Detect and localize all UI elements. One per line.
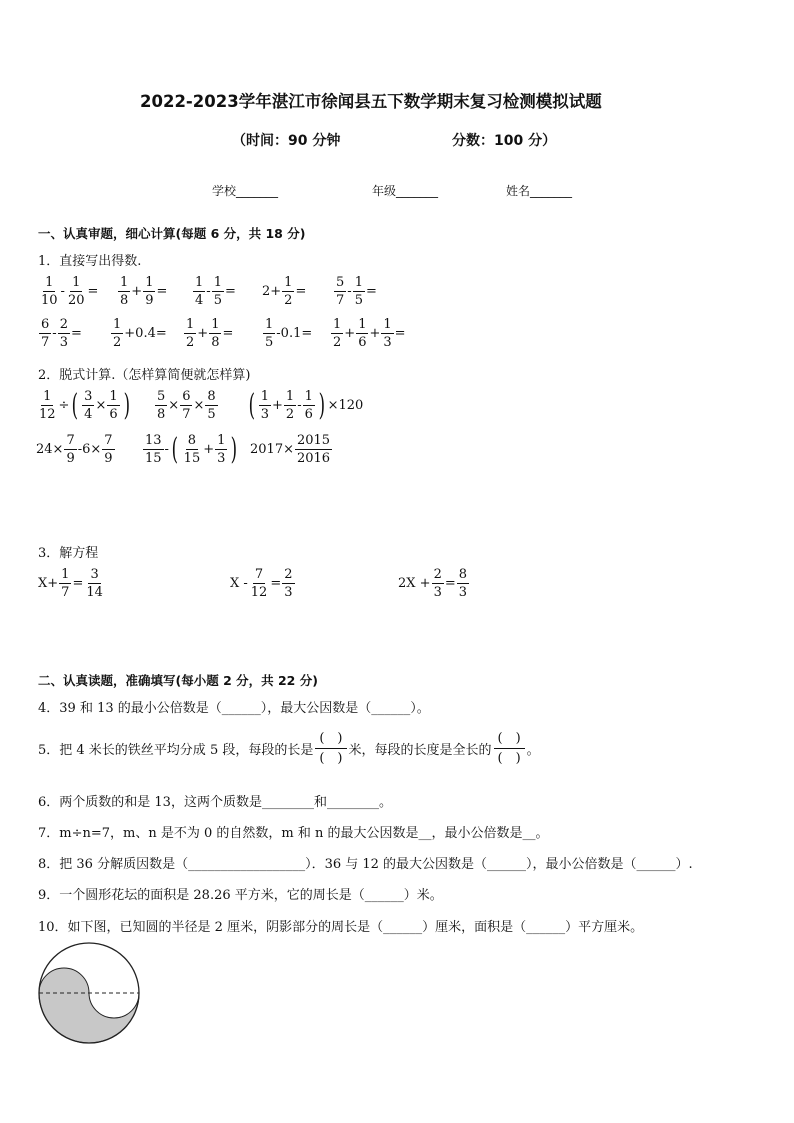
fraction: 6 7 — [41, 317, 50, 350]
fraction: $\frac{7}{12}$ — [250, 567, 268, 600]
fraction: 1 3 — [260, 389, 269, 422]
fraction: $\frac{2}{3}$ — [433, 567, 442, 600]
fraction: $\frac{7}{9}$ — [66, 433, 75, 466]
fraction: $\frac{8}{5}$ — [207, 389, 216, 422]
fraction: $\frac{1}{6}$ — [358, 317, 367, 350]
fraction: $\frac{1}{3}$ — [383, 317, 392, 350]
fraction: $\frac{1}{2}$ — [284, 275, 293, 308]
fraction: $\frac{1}{3}$ — [217, 433, 226, 466]
expr-2-1: $\frac{1}{12}$ ÷ ( $\frac{3}{4}$ × $\frac{1}{6}$ ) — [39, 387, 130, 423]
fraction: $\frac{7}{9}$ — [104, 433, 113, 466]
circle-diagram — [36, 940, 142, 1046]
fraction: $\frac{1}{9}$ — [145, 275, 154, 308]
expr-1-3: 1 4 - $\frac{1}{5}$ = — [195, 275, 236, 308]
fraction: $\frac{2}{3}$ — [284, 567, 293, 600]
expr-1-4: 2+ $\frac{1}{2}$ = — [262, 275, 307, 308]
blank-fraction: ( ) ( ) — [494, 732, 525, 765]
fraction: $\frac{6}{7}$ — [182, 389, 191, 422]
fraction: 1 8 — [120, 275, 129, 308]
fraction: $\frac{8}{3}$ — [458, 567, 468, 600]
question-6: 6．两个质数的和是 13，这两个质数是________和________。 — [38, 795, 392, 810]
expr-1-10: 1 2 + $\frac{1}{6}$ + $\frac{1}{3}$ = — [333, 317, 406, 350]
question-5: 5．把 4 米长的铁丝平均分成 5 段，每段的长是 ( ) ( ) 米，每段的长度是全长的 ( ) ( ) 。 — [38, 731, 540, 766]
shaded-region — [39, 968, 139, 1043]
expr-1-5: 5 7 - $\frac{1}{5}$ = — [336, 275, 377, 308]
section-1-heading: 一、认真审题，细心计算(每题 6 分，共 18 分) — [38, 226, 306, 241]
fraction: $\frac{2}{3}$ — [59, 317, 68, 350]
expr-1-6: 6 7 - $\frac{2}{3}$ = — [41, 317, 82, 350]
fraction: $\frac{2015}{2016}$ — [296, 433, 331, 466]
fraction: $\frac{1}{20}$ — [67, 275, 85, 308]
expr-2-5: 13 15 - ( 8 15 + $\frac{1}{3}$ ) — [145, 431, 238, 467]
fraction: $\frac{1}{2}$ — [285, 389, 295, 422]
equation-1: X+ $\frac{1}{7}$ = $\frac{3}{14}$ — [38, 567, 103, 600]
grade-field: 年级_______ — [372, 184, 439, 198]
expr-1-1: 1 10 - $\frac{1}{20}$ = — [41, 275, 99, 308]
fraction: $\frac{1}{5}$ — [213, 275, 222, 308]
fraction: $\frac{3}{4}$ — [84, 389, 93, 422]
name-field: 姓名_______ — [506, 184, 573, 198]
expr-2-4: 24× $\frac{7}{9}$ -6× $\frac{7}{9}$ — [36, 433, 113, 466]
question-7: 7．m÷n=7，m、n 是不为 0 的自然数，m 和 n 的最大公因数是__，最小公倍数是__。 — [38, 826, 549, 841]
fraction: $\frac{1}{7}$ — [61, 567, 70, 600]
equation-3: 2X + $\frac{2}{3}$ = $\frac{8}{3}$ — [398, 567, 468, 600]
expr-1-7: 1 2 +0.4= — [113, 317, 167, 350]
fraction: 13 15 — [145, 433, 162, 466]
school-field: 学校_______ — [212, 184, 279, 198]
page-title: 2022-2023学年湛江市徐闻县五下数学期末复习检测模拟试题 — [140, 92, 602, 111]
fraction: 1 2 — [113, 317, 122, 350]
fraction: 1 5 — [265, 317, 274, 350]
fraction: $\frac{1}{5}$ — [354, 275, 363, 308]
question-10: 10．如下图，已知圆的半径是 2 厘米，阴影部分的周长是（______）厘米，面积是（______）平方厘米。 — [38, 920, 644, 935]
exam-time: （时间：90 分钟 — [232, 133, 341, 149]
fraction: $\frac{1}{6}$ — [109, 389, 118, 422]
fraction: $\frac{5}{8}$ — [157, 389, 166, 422]
fraction: $\frac{1}{12}$ — [39, 389, 56, 422]
fraction: 8 15 — [183, 433, 201, 466]
equation-2: X - $\frac{7}{12}$ = $\frac{2}{3}$ — [230, 567, 293, 600]
fraction: 1 2 — [186, 317, 195, 350]
fraction: $\frac{1}{8}$ — [211, 317, 220, 350]
expr-1-9: 1 5 -0.1= — [265, 317, 313, 350]
expr-2-2: $\frac{5}{8}$ × $\frac{6}{7}$ × $\frac{8}{5}$ — [157, 389, 216, 422]
fraction: 5 7 — [336, 275, 345, 308]
section-2-heading: 二、认真读题，准确填写(每小题 2 分，共 22 分) — [38, 673, 318, 688]
fraction: 1 6 — [304, 389, 313, 422]
blank-fraction: ( ) ( ) — [315, 732, 346, 765]
question-2: 2．脱式计算.（怎样算简便就怎样算) — [38, 368, 251, 383]
exam-score: 分数：100 分） — [452, 133, 557, 149]
fraction: 1 10 — [41, 275, 58, 308]
fraction: $\frac{3}{14}$ — [86, 567, 103, 600]
fraction: 1 2 — [333, 317, 342, 350]
fraction: 1 4 — [195, 275, 204, 308]
expr-1-8: 1 2 + $\frac{1}{8}$ = — [186, 317, 234, 350]
expr-2-6: 2017× $\frac{2015}{2016}$ — [250, 433, 331, 466]
question-3: 3．解方程 — [38, 546, 99, 561]
question-9: 9．一个圆形花坛的面积是 28.26 平方米，它的周长是（______）米。 — [38, 888, 443, 903]
expr-2-3: ( 1 3 + $\frac{1}{2}$ - 1 6 ) ×120 — [248, 387, 364, 423]
question-8: 8．把 36 分解质因数是（__________________）．36 与 12 的最大公因数是（______），最小公倍数是（______）. — [38, 857, 693, 872]
expr-1-2: 1 8 + $\frac{1}{9}$ = — [120, 275, 168, 308]
question-1: 1．直接写出得数. — [38, 254, 142, 269]
question-4: 4．39 和 13 的最小公倍数是（______），最大公因数是（______）。 — [38, 701, 430, 716]
